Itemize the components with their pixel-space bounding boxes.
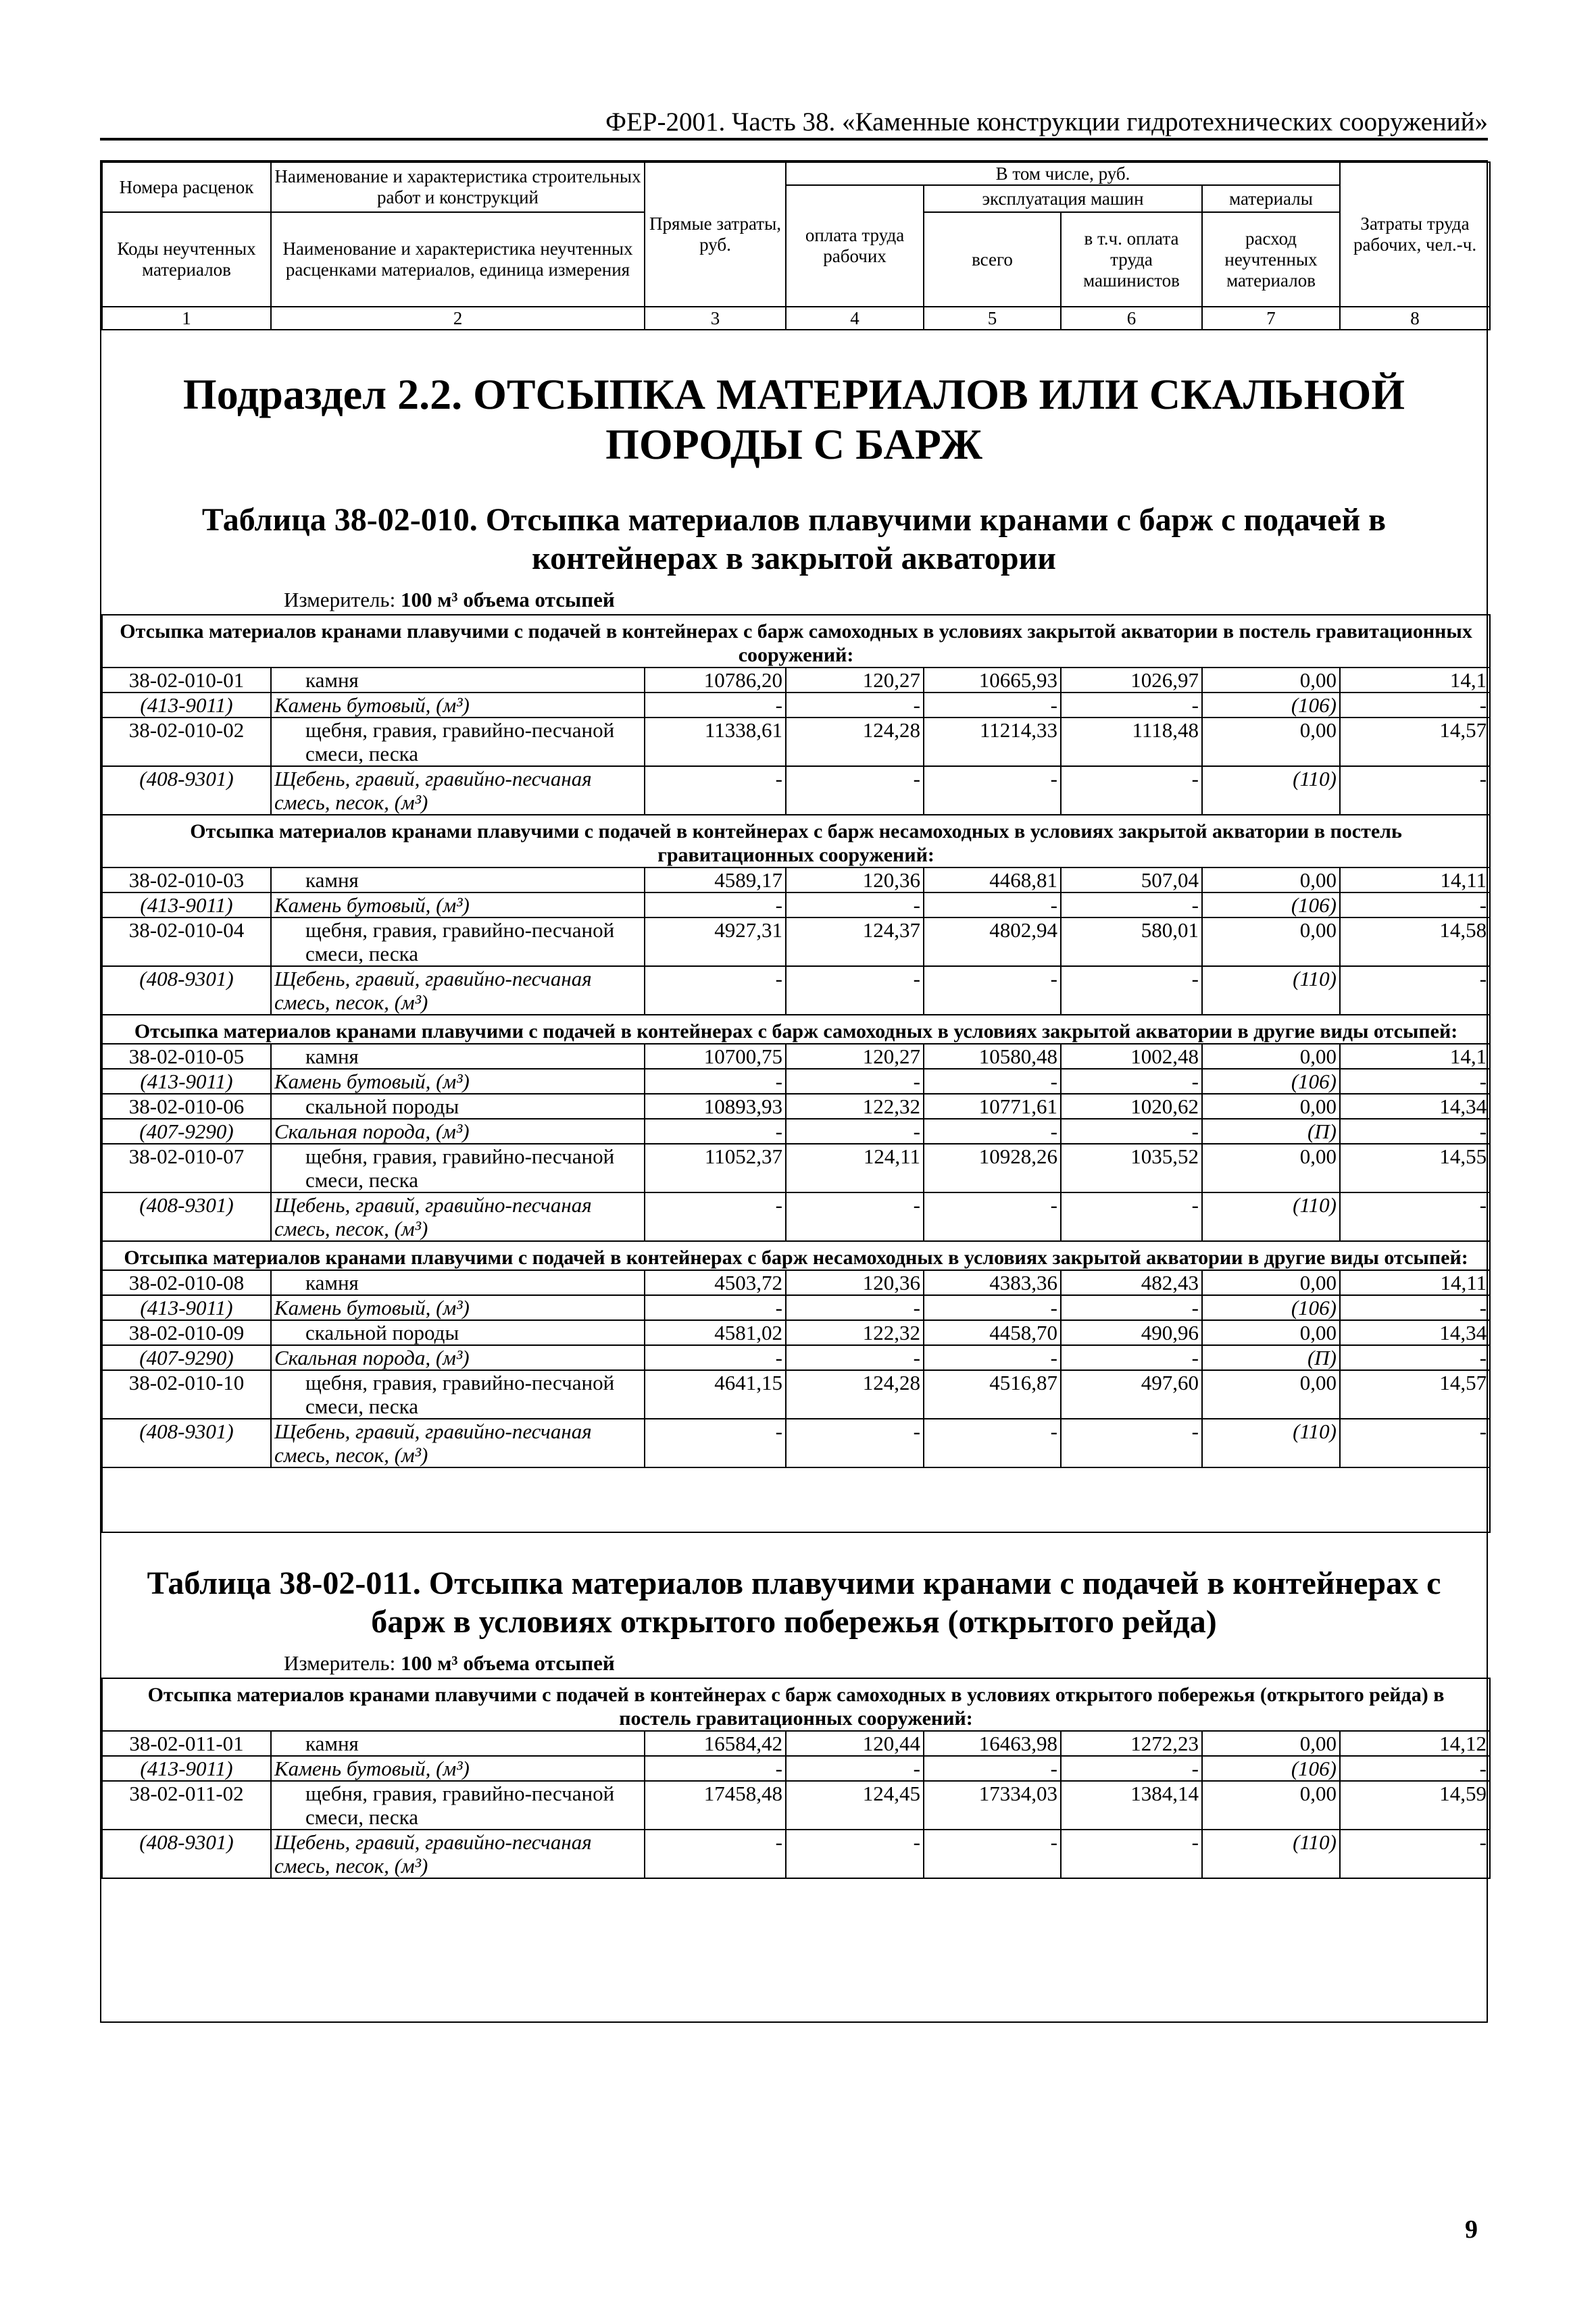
table-measure: Измеритель: 100 м³ объема отсыпей — [284, 1651, 615, 1675]
labor-hours: 14,34 — [1340, 1094, 1490, 1119]
material-code: (408-9301) — [102, 1192, 271, 1241]
material-quantity: (106) — [1202, 1069, 1340, 1094]
dash-cell: - — [924, 1830, 1061, 1878]
material-quantity: (П) — [1202, 1119, 1340, 1144]
rate-code: 38-02-010-10 — [102, 1370, 271, 1419]
direct-cost: 4927,31 — [645, 917, 786, 966]
col-hours-header: Затраты труда рабочих, чел.-ч. — [1340, 162, 1490, 307]
machinist-labor-cost: 482,43 — [1061, 1270, 1202, 1295]
material-name: Камень бутовый, (м³) — [271, 1756, 645, 1781]
material-quantity: (106) — [1202, 693, 1340, 718]
material-cost: 0,00 — [1202, 1370, 1340, 1419]
machine-cost: 17334,03 — [924, 1781, 1061, 1830]
table-row — [102, 867, 1490, 892]
direct-cost: 10893,93 — [645, 1094, 786, 1119]
dash-cell: - — [786, 1119, 924, 1144]
material-code: (413-9011) — [102, 892, 271, 917]
dash-cell: - — [924, 1295, 1061, 1320]
material-quantity: (110) — [1202, 766, 1340, 815]
labor-hours: 14,57 — [1340, 1370, 1490, 1419]
material-quantity: (110) — [1202, 1419, 1340, 1467]
direct-cost: 16584,42 — [645, 1731, 786, 1756]
work-name: щебня, гравия, гравийно-песчаной смеси, песка — [271, 718, 645, 766]
machine-cost: 4802,94 — [924, 917, 1061, 966]
machine-cost: 16463,98 — [924, 1731, 1061, 1756]
col-mat-consumption-header: расход неучтенных материалов — [1202, 212, 1340, 307]
table-title: Таблица 38-02-011. Отсыпка материалов плавучими кранами с подачей в контейнерах с барж в условиях открытого побережья (открытого рейда) — [147, 1565, 1441, 1640]
dash-cell: - — [1061, 1345, 1202, 1370]
material-name: Щебень, гравий, гравийно-песчаная смесь, песок, (м³) — [271, 1419, 645, 1467]
table-row — [102, 718, 1490, 766]
dash-cell: - — [786, 1419, 924, 1467]
subsection-title: Подраздел 2.2. ОТСЫПКА МАТЕРИАЛОВ ИЛИ СКАЛЬНОЙ ПОРОДЫ С БАРЖ — [182, 370, 1405, 468]
dash-cell: - — [1340, 766, 1490, 815]
labor-hours: 14,1 — [1340, 668, 1490, 693]
dash-cell: - — [786, 1830, 924, 1878]
labor-cost: 124,11 — [786, 1144, 924, 1192]
material-code: (413-9011) — [102, 1069, 271, 1094]
work-name: щебня, гравия, гравийно-песчаной смеси, песка — [271, 1144, 645, 1192]
table-row — [102, 1370, 1490, 1419]
material-row — [102, 1295, 1490, 1320]
machine-cost: 4468,81 — [924, 867, 1061, 892]
dash-cell: - — [924, 1069, 1061, 1094]
machinist-labor-cost: 507,04 — [1061, 867, 1202, 892]
col-number: 2 — [271, 307, 645, 330]
material-cost: 0,00 — [1202, 668, 1340, 693]
incl-header: В том числе, руб. — [786, 162, 1340, 185]
col-mach-total-header: всего — [924, 212, 1061, 307]
dash-cell: - — [645, 766, 786, 815]
dash-cell: - — [1061, 766, 1202, 815]
page-number: 9 — [1465, 2215, 1478, 2244]
direct-cost: 10786,20 — [645, 668, 786, 693]
header-rule — [100, 138, 1488, 141]
work-name: щебня, гравия, гравийно-песчаной смеси, песка — [271, 917, 645, 966]
machinist-labor-cost: 1035,52 — [1061, 1144, 1202, 1192]
col-number: 5 — [924, 307, 1061, 330]
material-quantity: (106) — [1202, 1295, 1340, 1320]
col-name-header: Наименование и характеристика строительных работ и конструкций — [271, 162, 645, 212]
work-name: камня — [271, 867, 645, 892]
dash-cell: - — [786, 766, 924, 815]
direct-cost: 4589,17 — [645, 867, 786, 892]
material-code: (408-9301) — [102, 766, 271, 815]
dash-cell: - — [1061, 1192, 1202, 1241]
labor-cost: 120,44 — [786, 1731, 924, 1756]
rate-code: 38-02-010-08 — [102, 1270, 271, 1295]
rate-code: 38-02-011-01 — [102, 1731, 271, 1756]
table-row — [102, 1781, 1490, 1830]
direct-cost: 4503,72 — [645, 1270, 786, 1295]
machinist-labor-cost: 1002,48 — [1061, 1044, 1202, 1069]
dash-cell: - — [786, 1295, 924, 1320]
rate-code: 38-02-010-09 — [102, 1320, 271, 1345]
dash-cell: - — [1340, 1295, 1490, 1320]
material-code: (413-9011) — [102, 693, 271, 718]
material-row — [102, 1192, 1490, 1241]
dash-cell: - — [1340, 892, 1490, 917]
table-measure: Измеритель: 100 м³ объема отсыпей — [284, 588, 615, 611]
labor-cost: 124,37 — [786, 917, 924, 966]
dash-cell: - — [645, 1069, 786, 1094]
material-cost: 0,00 — [1202, 1781, 1340, 1830]
material-row — [102, 1069, 1490, 1094]
dash-cell: - — [786, 1345, 924, 1370]
dash-cell: - — [1340, 1419, 1490, 1467]
dash-cell: - — [1340, 1119, 1490, 1144]
machinist-labor-cost: 580,01 — [1061, 917, 1202, 966]
material-row — [102, 892, 1490, 917]
machinist-labor-cost: 497,60 — [1061, 1370, 1202, 1419]
labor-hours: 14,11 — [1340, 867, 1490, 892]
labor-cost: 124,28 — [786, 1370, 924, 1419]
col-number: 6 — [1061, 307, 1202, 330]
dash-cell: - — [645, 693, 786, 718]
material-quantity: (П) — [1202, 1345, 1340, 1370]
material-cost: 0,00 — [1202, 1270, 1340, 1295]
table-row — [102, 917, 1490, 966]
dash-cell: - — [1061, 966, 1202, 1015]
dash-cell: - — [645, 1756, 786, 1781]
table-row — [102, 1320, 1490, 1345]
material-name: Щебень, гравий, гравийно-песчаная смесь, песок, (м³) — [271, 1192, 645, 1241]
labor-cost: 120,36 — [786, 867, 924, 892]
dash-cell: - — [924, 1345, 1061, 1370]
dash-cell: - — [924, 1119, 1061, 1144]
machine-cost: 4458,70 — [924, 1320, 1061, 1345]
materials-header: материалы — [1202, 185, 1340, 212]
material-row — [102, 1756, 1490, 1781]
dash-cell: - — [1061, 1069, 1202, 1094]
work-name: скальной породы — [271, 1320, 645, 1345]
col-mach-labor-header: в т.ч. оплата труда машинистов — [1061, 212, 1202, 307]
material-quantity: (110) — [1202, 966, 1340, 1015]
dash-cell: - — [1061, 1419, 1202, 1467]
machine-cost: 10580,48 — [924, 1044, 1061, 1069]
material-cost: 0,00 — [1202, 1731, 1340, 1756]
work-name: камня — [271, 1270, 645, 1295]
material-cost: 0,00 — [1202, 1094, 1340, 1119]
col-matcode-header: Коды неучтенных материалов — [102, 212, 271, 307]
material-code: (408-9301) — [102, 1830, 271, 1878]
material-quantity: (106) — [1202, 1756, 1340, 1781]
labor-hours: 14,59 — [1340, 1781, 1490, 1830]
dash-cell: - — [924, 1419, 1061, 1467]
group-heading: Отсыпка материалов кранами плавучими с подачей в контейнерах с барж несамоходных в условиях закрытой акватории в другие виды отсыпей: — [102, 1241, 1490, 1270]
material-name: Камень бутовый, (м³) — [271, 1069, 645, 1094]
col-labor-header: оплата труда рабочих — [786, 185, 924, 307]
work-name: щебня, гравия, гравийно-песчаной смеси, песка — [271, 1370, 645, 1419]
machine-cost: 4516,87 — [924, 1370, 1061, 1419]
labor-hours: 14,57 — [1340, 718, 1490, 766]
labor-cost: 120,27 — [786, 668, 924, 693]
dash-cell: - — [1340, 1192, 1490, 1241]
labor-cost: 122,32 — [786, 1320, 924, 1345]
dash-cell: - — [924, 966, 1061, 1015]
material-row — [102, 1345, 1490, 1370]
rate-tables — [101, 501, 1487, 1879]
dash-cell: - — [645, 1119, 786, 1144]
table-row — [102, 1731, 1490, 1756]
dash-cell: - — [645, 1295, 786, 1320]
dash-cell: - — [1340, 1345, 1490, 1370]
machinist-labor-cost: 1118,48 — [1061, 718, 1202, 766]
labor-hours: 14,1 — [1340, 1044, 1490, 1069]
dash-cell: - — [645, 1419, 786, 1467]
dash-cell: - — [924, 1192, 1061, 1241]
table-row — [102, 1094, 1490, 1119]
dash-cell: - — [786, 1069, 924, 1094]
table-row — [102, 668, 1490, 693]
dash-cell: - — [1061, 1119, 1202, 1144]
material-name: Щебень, гравий, гравийно-песчаная смесь, песок, (м³) — [271, 966, 645, 1015]
dash-cell: - — [924, 892, 1061, 917]
material-code: (413-9011) — [102, 1756, 271, 1781]
rate-code: 38-02-010-07 — [102, 1144, 271, 1192]
dash-cell: - — [786, 1192, 924, 1241]
machine-cost: 4383,36 — [924, 1270, 1061, 1295]
dash-cell: - — [924, 1756, 1061, 1781]
material-quantity: (110) — [1202, 1830, 1340, 1878]
rates-frame — [100, 160, 1488, 2023]
dash-cell: - — [786, 892, 924, 917]
dash-cell: - — [1340, 1830, 1490, 1878]
rate-code: 38-02-010-01 — [102, 668, 271, 693]
machine-cost: 10665,93 — [924, 668, 1061, 693]
dash-cell: - — [1340, 966, 1490, 1015]
work-name: камня — [271, 1731, 645, 1756]
direct-cost: 4581,02 — [645, 1320, 786, 1345]
material-code: (407-9290) — [102, 1119, 271, 1144]
material-name: Скальная порода, (м³) — [271, 1119, 645, 1144]
direct-cost: 11052,37 — [645, 1144, 786, 1192]
material-cost: 0,00 — [1202, 718, 1340, 766]
material-cost: 0,00 — [1202, 1044, 1340, 1069]
dash-cell: - — [786, 1756, 924, 1781]
machinist-labor-cost: 1384,14 — [1061, 1781, 1202, 1830]
direct-cost: 10700,75 — [645, 1044, 786, 1069]
col-number: 7 — [1202, 307, 1340, 330]
dash-cell: - — [645, 892, 786, 917]
dash-cell: - — [786, 693, 924, 718]
labor-hours: 14,55 — [1340, 1144, 1490, 1192]
dash-cell: - — [1061, 1830, 1202, 1878]
group-heading: Отсыпка материалов кранами плавучими с подачей в контейнерах с барж самоходных в условиях закрытой акватории в другие виды отсыпей: — [102, 1015, 1490, 1044]
dash-cell: - — [924, 766, 1061, 815]
rate-code: 38-02-010-06 — [102, 1094, 271, 1119]
dash-cell: - — [1061, 693, 1202, 718]
material-code: (408-9301) — [102, 1419, 271, 1467]
machine-cost: 10928,26 — [924, 1144, 1061, 1192]
dash-cell: - — [1340, 693, 1490, 718]
machinist-labor-cost: 1020,62 — [1061, 1094, 1202, 1119]
material-name: Камень бутовый, (м³) — [271, 892, 645, 917]
material-row — [102, 1119, 1490, 1144]
direct-cost: 17458,48 — [645, 1781, 786, 1830]
material-code: (407-9290) — [102, 1345, 271, 1370]
rate-code: 38-02-010-05 — [102, 1044, 271, 1069]
rate-table — [101, 1678, 1491, 1879]
dash-cell: - — [1061, 1295, 1202, 1320]
work-name: скальной породы — [271, 1094, 645, 1119]
dash-cell: - — [645, 1830, 786, 1878]
material-name: Щебень, гравий, гравийно-песчаная смесь, песок, (м³) — [271, 1830, 645, 1878]
col-number: 8 — [1340, 307, 1490, 330]
machine-cost: 11214,33 — [924, 718, 1061, 766]
column-header-table — [101, 161, 1491, 330]
labor-hours: 14,34 — [1340, 1320, 1490, 1345]
rate-code: 38-02-010-04 — [102, 917, 271, 966]
rate-table — [101, 614, 1491, 1533]
group-heading: Отсыпка материалов кранами плавучими с подачей в контейнерах с барж самоходных в условиях закрытой акватории в постель гравитационных сооружений: — [102, 615, 1490, 668]
col-code-header: Номера расценок — [102, 162, 271, 212]
rate-code: 38-02-010-02 — [102, 718, 271, 766]
material-row — [102, 1419, 1490, 1467]
material-quantity: (106) — [1202, 892, 1340, 917]
dash-cell: - — [645, 1192, 786, 1241]
dash-cell: - — [1061, 892, 1202, 917]
labor-hours: 14,11 — [1340, 1270, 1490, 1295]
col-number: 1 — [102, 307, 271, 330]
col-direct-header: Прямые затраты, руб. — [645, 162, 786, 307]
material-name: Скальная порода, (м³) — [271, 1345, 645, 1370]
material-cost: 0,00 — [1202, 1320, 1340, 1345]
dash-cell: - — [1340, 1756, 1490, 1781]
rate-code: 38-02-011-02 — [102, 1781, 271, 1830]
table-title: Таблица 38-02-010. Отсыпка материалов плавучими кранами с барж с подачей в контейнерах в закрытой акватории — [201, 502, 1387, 576]
dash-cell: - — [1061, 1756, 1202, 1781]
material-row — [102, 766, 1490, 815]
col-number: 3 — [645, 307, 786, 330]
col-matname-header: Наименование и характеристика неучтенных расценками материалов, единица измерения — [271, 212, 645, 307]
dash-cell: - — [1340, 1069, 1490, 1094]
dash-cell: - — [786, 966, 924, 1015]
material-row — [102, 966, 1490, 1015]
material-cost: 0,00 — [1202, 867, 1340, 892]
material-code: (413-9011) — [102, 1295, 271, 1320]
group-heading: Отсыпка материалов кранами плавучими с подачей в контейнерах с барж несамоходных в условиях закрытой акватории в постель гравитационных сооружений: — [102, 815, 1490, 867]
table-row — [102, 1270, 1490, 1295]
dash-cell: - — [924, 693, 1061, 718]
material-cost: 0,00 — [1202, 1144, 1340, 1192]
dash-cell: - — [645, 966, 786, 1015]
direct-cost: 4641,15 — [645, 1370, 786, 1419]
rate-code: 38-02-010-03 — [102, 867, 271, 892]
labor-hours: 14,12 — [1340, 1731, 1490, 1756]
dash-cell: - — [645, 1345, 786, 1370]
machine-cost: 10771,61 — [924, 1094, 1061, 1119]
table-row — [102, 1044, 1490, 1069]
table-spacer — [102, 1467, 1490, 1532]
material-cost: 0,00 — [1202, 917, 1340, 966]
table-row — [102, 1144, 1490, 1192]
machinist-labor-cost: 490,96 — [1061, 1320, 1202, 1345]
labor-cost: 124,28 — [786, 718, 924, 766]
machinist-labor-cost: 1026,97 — [1061, 668, 1202, 693]
col-number: 4 — [786, 307, 924, 330]
labor-cost: 124,45 — [786, 1781, 924, 1830]
work-name: щебня, гравия, гравийно-песчаной смеси, песка — [271, 1781, 645, 1830]
running-header: ФЕР-2001. Часть 38. «Каменные конструкции гидротехнических сооружений» — [605, 107, 1488, 136]
material-code: (408-9301) — [102, 966, 271, 1015]
material-row — [102, 693, 1490, 718]
machinist-labor-cost: 1272,23 — [1061, 1731, 1202, 1756]
work-name: камня — [271, 1044, 645, 1069]
material-name: Камень бутовый, (м³) — [271, 693, 645, 718]
labor-cost: 122,32 — [786, 1094, 924, 1119]
labor-cost: 120,27 — [786, 1044, 924, 1069]
labor-cost: 120,36 — [786, 1270, 924, 1295]
material-name: Камень бутовый, (м³) — [271, 1295, 645, 1320]
material-name: Щебень, гравий, гравийно-песчаная смесь, песок, (м³) — [271, 766, 645, 815]
machines-header: эксплуатация машин — [924, 185, 1202, 212]
labor-hours: 14,58 — [1340, 917, 1490, 966]
direct-cost: 11338,61 — [645, 718, 786, 766]
group-heading: Отсыпка материалов кранами плавучими с подачей в контейнерах с барж самоходных в условиях открытого побережья (открытого рейда) в постель гравитационных сооружений: — [102, 1678, 1490, 1731]
work-name: камня — [271, 668, 645, 693]
material-row — [102, 1830, 1490, 1878]
material-quantity: (110) — [1202, 1192, 1340, 1241]
